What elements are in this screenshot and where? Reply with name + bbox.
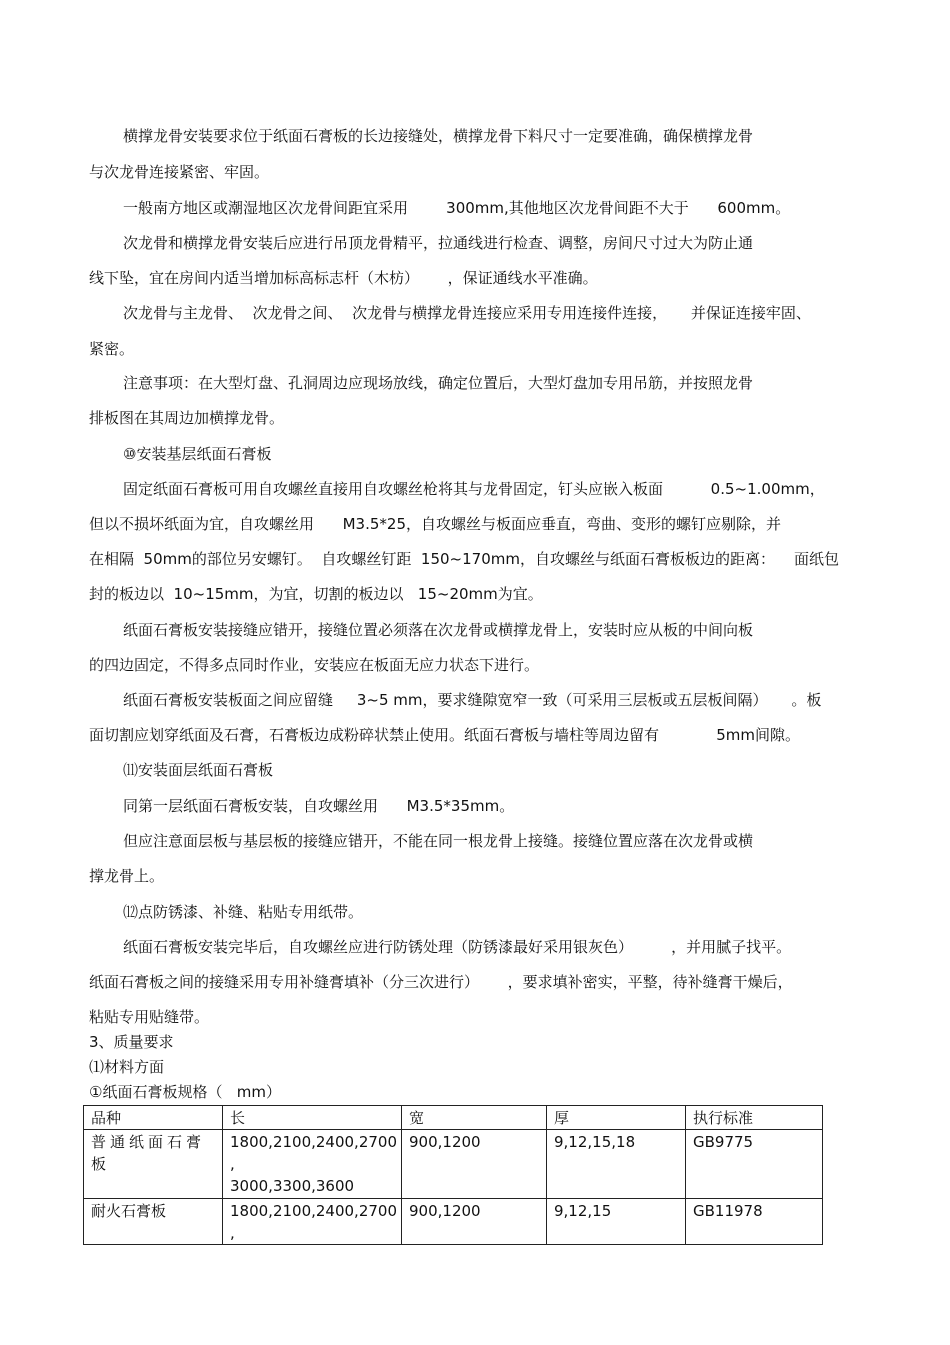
- table-cell: 耐火石膏板: [84, 1198, 223, 1244]
- paragraph-line: 但以不损坏纸面为宜，自攻螺丝用 M3.5*25，自攻螺丝与板面应垂直，弯曲、变形的螺钉应剔除，并: [89, 515, 781, 533]
- paragraph-line: 纸面石膏板安装接缝应错开，接缝位置必须落在次龙骨或横撑龙骨上，安装时应从板的中间向板: [123, 621, 754, 639]
- table-header-cell: 执行标准: [686, 1106, 823, 1130]
- table-caption: ①纸面石膏板规格（ mm）: [89, 1083, 281, 1101]
- paragraph-line: 排板图在其周边加横撑龙骨。: [89, 409, 285, 427]
- section-heading: ⑾安装面层纸面石膏板: [123, 761, 274, 779]
- paragraph-line: 纸面石膏板之间的接缝采用专用补缝膏填补（分三次进行） ，要求填补密实，平整，待补缝膏干燥后，: [89, 973, 793, 991]
- section-heading: ⑿点防锈漆、补缝、粘贴专用纸带。: [123, 903, 364, 921]
- table-header-cell: 品种: [84, 1106, 223, 1130]
- paragraph-line: 固定纸面石膏板可用自攻螺丝直接用自攻螺丝枪将其与龙骨固定，钉头应嵌入板面 0.5~1.00mm，: [123, 480, 825, 498]
- paragraph-line: 面切割应划穿纸面及石膏，石膏板边成粉碎状禁止使用。纸面石膏板与墙柱等周边留有 5mm间隙。: [89, 726, 800, 744]
- table-cell: 1800,2100,2400,2700 , 3000,3300,3600: [223, 1130, 402, 1198]
- section-heading: ⑴材料方面: [89, 1058, 165, 1076]
- section-heading: ⑩安装基层纸面石膏板: [123, 445, 272, 463]
- table-cell: 900,1200: [402, 1130, 547, 1198]
- table-cell: 9,12,15,18: [547, 1130, 686, 1198]
- gypsum-board-spec-table: [83, 1105, 823, 1245]
- paragraph-line: 次龙骨与主龙骨、 次龙骨之间、 次龙骨与横撑龙骨连接应采用专用连接件连接， 并保证连接牢固、: [123, 304, 811, 322]
- paragraph-line: 的四边固定，不得多点同时作业，安装应在板面无应力状态下进行。: [89, 656, 540, 674]
- paragraph-line: 线下坠，宜在房间内适当增加标高标志杆（木枋） ，保证通线水平准确。: [89, 269, 598, 287]
- paragraph-line: 紧密。: [89, 340, 135, 358]
- table-row: [84, 1198, 823, 1244]
- paragraph-line: 同第一层纸面石膏板安装，自攻螺丝用 M3.5*35mm。: [123, 797, 515, 815]
- paragraph-line: 在相隔 50mm的部位另安螺钉。 自攻螺丝钉距 150~170mm，自攻螺丝与纸面石膏板板边的距离： 面纸包: [89, 550, 840, 568]
- table-header-cell: 厚: [547, 1106, 686, 1130]
- paragraph-line: 封的板边以 10~15mm，为宜，切割的板边以 15~20mm为宜。: [89, 585, 543, 603]
- table-cell: 900,1200: [402, 1198, 547, 1244]
- paragraph-line: 注意事项：在大型灯盘、孔洞周边应现场放线，确定位置后，大型灯盘加专用吊筋，并按照龙骨: [123, 374, 754, 392]
- table-cell: 1800,2100,2400,2700 ,: [223, 1198, 402, 1244]
- paragraph-line: 纸面石膏板安装完毕后，自攻螺丝应进行防锈处理（防锈漆最好采用银灰色） ，并用腻子找平。: [123, 938, 792, 956]
- table-cell: GB11978: [686, 1198, 823, 1244]
- paragraph-line: 横撑龙骨安装要求位于纸面石膏板的长边接缝处，横撑龙骨下料尺寸一定要准确，确保横撑龙骨: [123, 127, 754, 145]
- paragraph-line: 纸面石膏板安装板面之间应留缝 3~5 mm，要求缝隙宽窄一致（可采用三层板或五层板间隔） 。板: [123, 691, 822, 709]
- table-row: [84, 1130, 823, 1198]
- paragraph-line: 撑龙骨上。: [89, 867, 165, 885]
- paragraph-line: 次龙骨和横撑龙骨安装后应进行吊顶龙骨精平，拉通线进行检查、调整，房间尺寸过大为防止通: [123, 234, 754, 252]
- table-cell: GB9775: [686, 1130, 823, 1198]
- table-header-cell: 宽: [402, 1106, 547, 1130]
- table-header-row: [84, 1106, 823, 1130]
- paragraph-line: 粘贴专用贴缝带。: [89, 1008, 210, 1026]
- table-cell: 普通纸面石膏板: [84, 1130, 223, 1198]
- paragraph-line: 一般南方地区或潮湿地区次龙骨间距宜采用 300mm,其他地区次龙骨间距不大于 600mm。: [123, 199, 791, 217]
- table-header-cell: 长: [223, 1106, 402, 1130]
- paragraph-line: 与次龙骨连接紧密、牢固。: [89, 163, 270, 181]
- paragraph-line: 但应注意面层板与基层板的接缝应错开，不能在同一根龙骨上接缝。接缝位置应落在次龙骨或横: [123, 832, 754, 850]
- table-cell: 9,12,15: [547, 1198, 686, 1244]
- section-heading: 3、质量要求: [89, 1033, 174, 1051]
